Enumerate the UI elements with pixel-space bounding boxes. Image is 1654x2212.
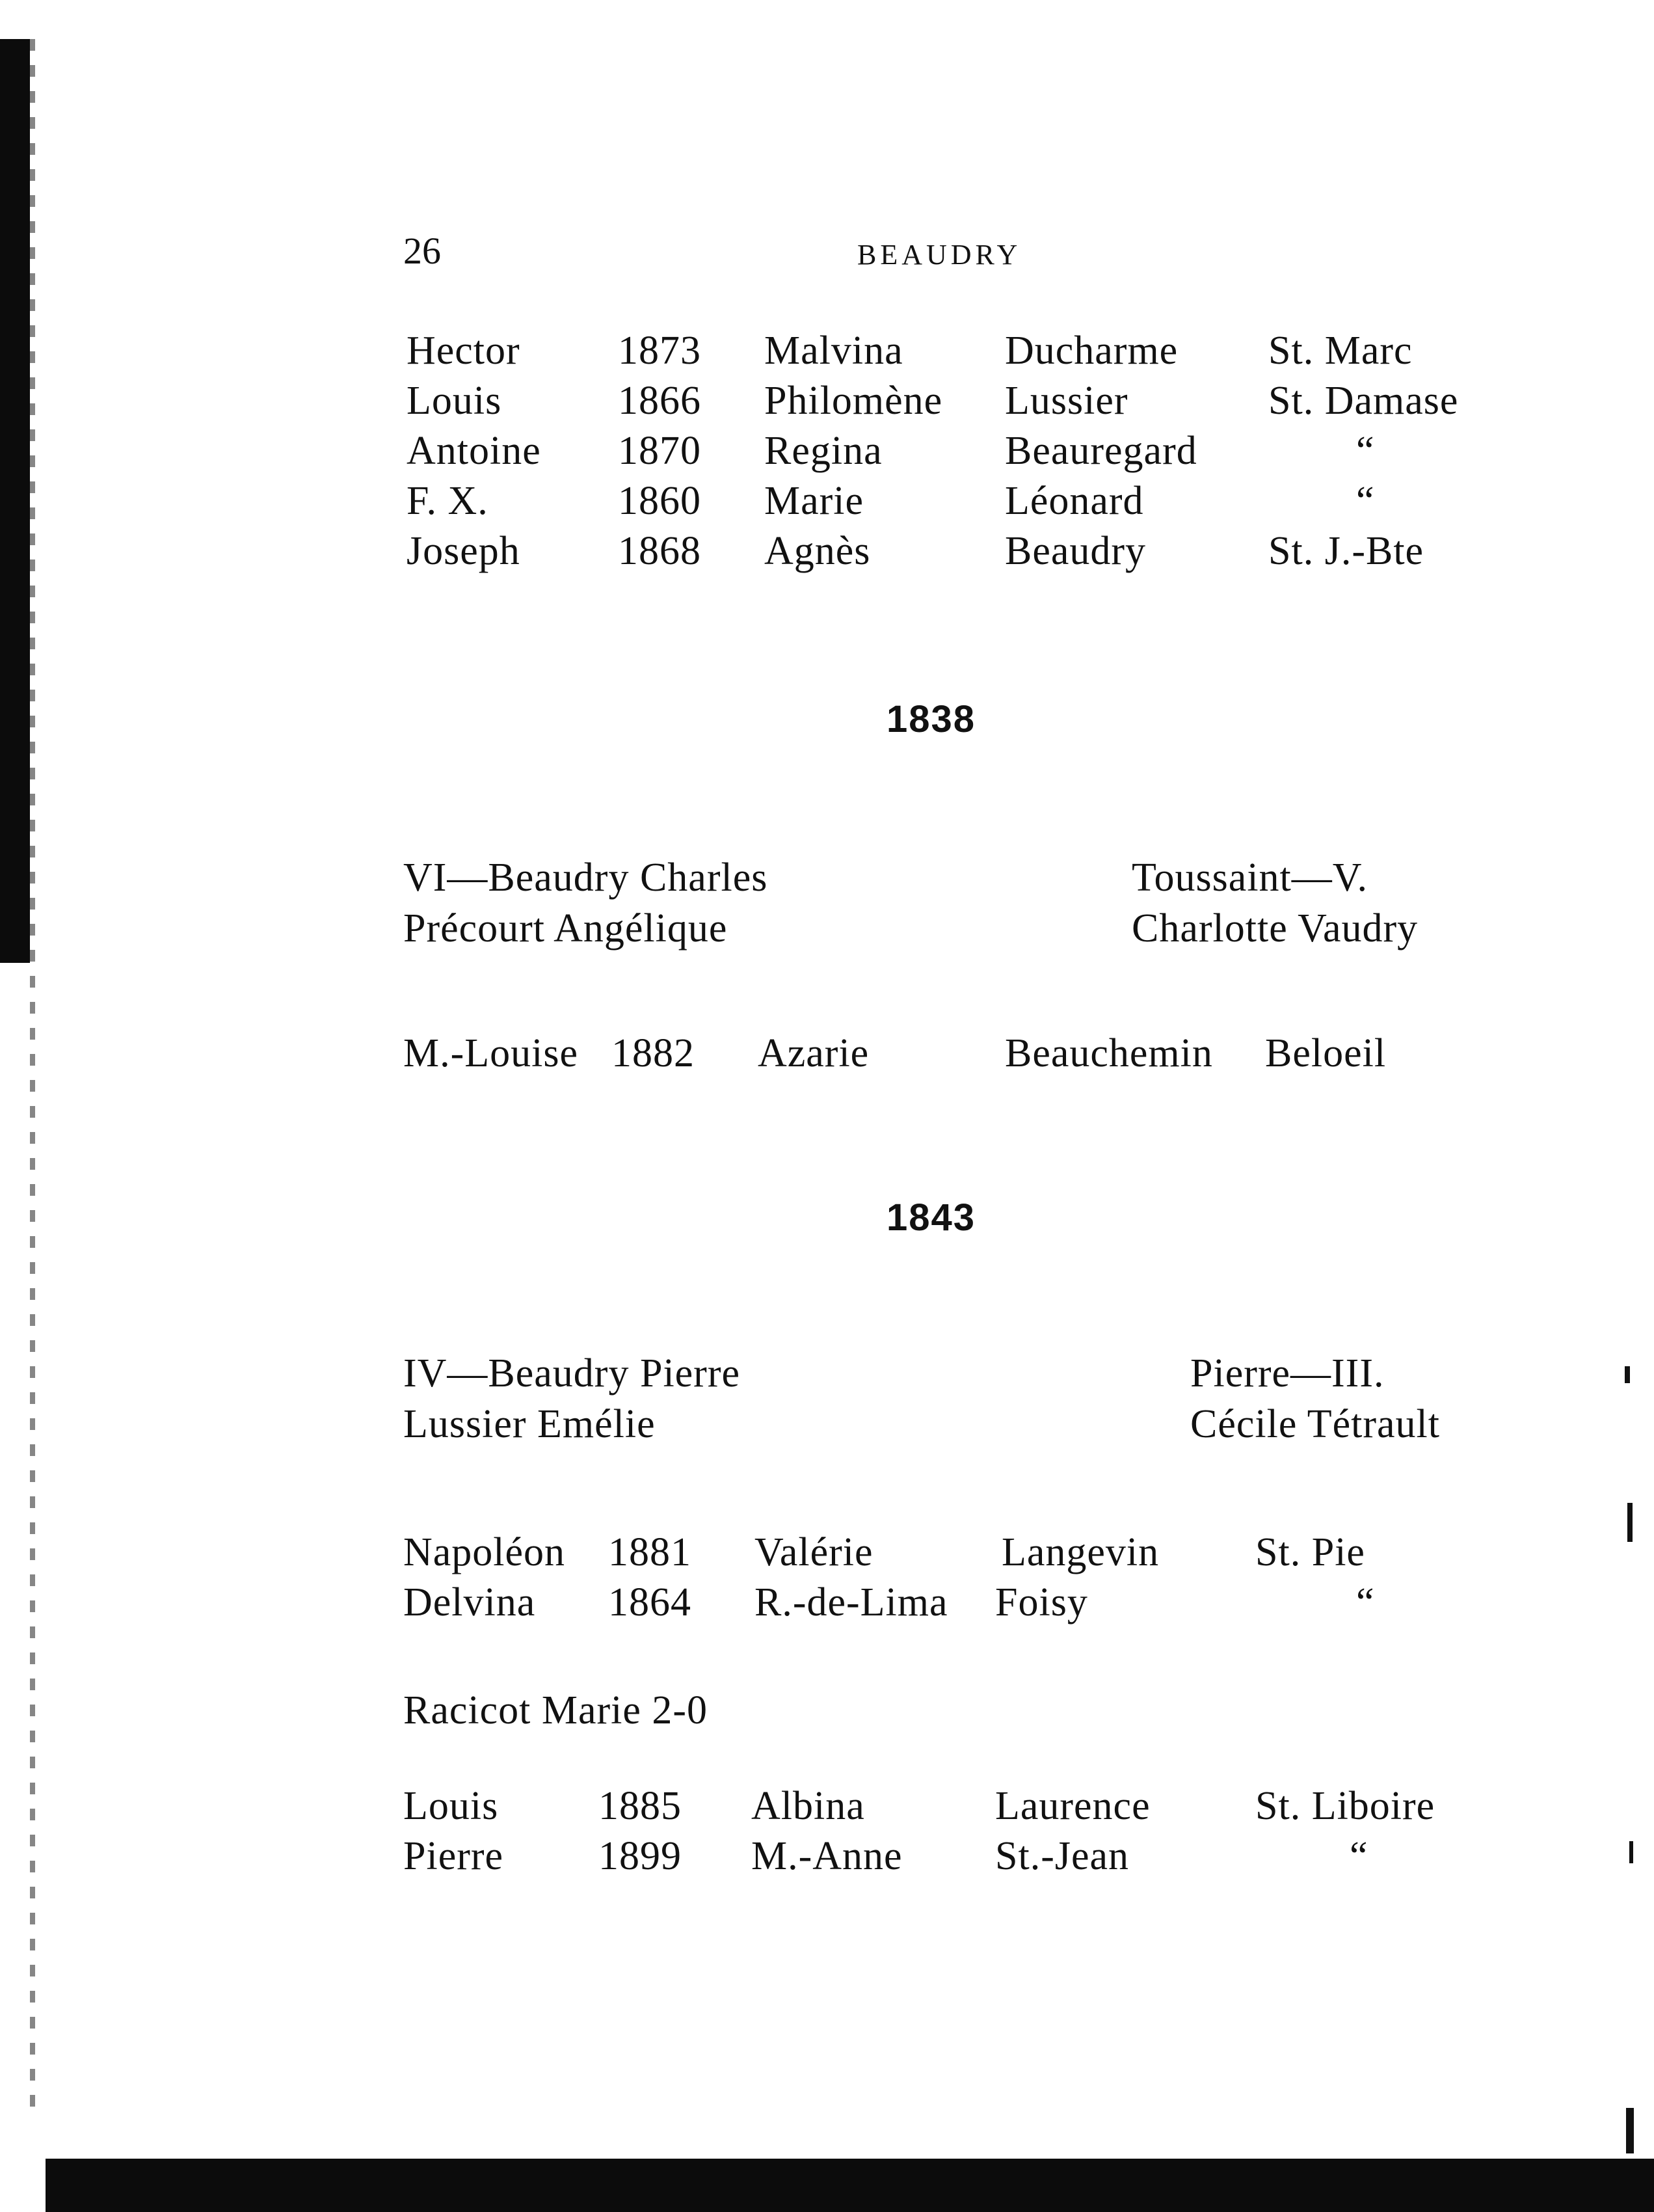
cell-year: 1881 [608,1530,691,1574]
cell-place: St. Pie [1255,1530,1365,1574]
cell-year: 1868 [618,529,701,573]
page-number: 26 [403,230,441,272]
cell-place: St. Marc [1268,329,1413,373]
cell-surname: St.-Jean [995,1834,1130,1878]
cell-spouse: Philomène [764,379,943,423]
husband-parents-1838: Toussaint—V. [1132,856,1368,900]
scan-mark [1626,2108,1634,2153]
cell-surname: Ducharme [1005,329,1179,373]
wife-parents-1838: Charlotte Vaudry [1132,906,1419,951]
cell-spouse: Agnès [764,529,871,573]
cell-name: Hector [407,329,520,373]
cell-surname: Langevin [1002,1530,1160,1574]
cell-spouse: Malvina [764,329,903,373]
running-title: BEAUDRY [857,239,1022,271]
cell-name: Delvina [403,1580,536,1625]
cell-year: 1885 [598,1784,682,1828]
cell-year: 1870 [618,429,701,473]
husband-1838: VI—Beaudry Charles [403,856,768,900]
cell-name: Antoine [407,429,541,473]
cell-name: F. X. [407,479,488,523]
scan-mark [1629,1841,1633,1863]
cell-place: Beloeil [1265,1031,1387,1075]
scan-edge-bottom [46,2159,1654,2212]
cell-surname: Beauregard [1005,429,1197,473]
cell-place: St. Damase [1268,379,1459,423]
wife-parents-1843: Cécile Tétrault [1190,1402,1440,1446]
section-year-1843: 1843 [887,1196,976,1239]
second-marriage: Racicot Marie 2-0 [403,1688,708,1733]
cell-year: 1866 [618,379,701,423]
cell-place-ditto: “ [1350,1834,1368,1878]
wife-1838: Précourt Angélique [403,906,728,951]
wife-1843: Lussier Emélie [403,1402,656,1446]
cell-name: Pierre [403,1834,504,1878]
cell-place-ditto: “ [1356,1580,1375,1625]
cell-year: 1882 [611,1031,695,1075]
cell-year: 1860 [618,479,701,523]
husband-1843: IV—Beaudry Pierre [403,1351,740,1396]
cell-spouse: Azarie [758,1031,870,1075]
cell-surname: Laurence [995,1784,1151,1828]
husband-parents-1843: Pierre—III. [1190,1351,1385,1396]
cell-name: Louis [403,1784,499,1828]
cell-surname: Beauchemin [1005,1031,1213,1075]
cell-place: St. J.-Bte [1268,529,1424,573]
cell-surname: Lussier [1005,379,1128,423]
cell-place-ditto: “ [1356,429,1375,473]
scan-mark [1625,1366,1630,1383]
cell-spouse: Valérie [754,1530,874,1574]
cell-name: Napoléon [403,1530,566,1574]
cell-place-ditto: “ [1356,479,1375,523]
section-year-1838: 1838 [887,698,976,740]
cell-place: St. Liboire [1255,1784,1435,1828]
cell-spouse: Regina [764,429,883,473]
cell-spouse: Marie [764,479,864,523]
cell-surname: Foisy [995,1580,1088,1625]
cell-surname: Léonard [1005,479,1144,523]
cell-year: 1873 [618,329,701,373]
scan-edge-left-dots [30,39,35,2121]
scan-edge-left [0,39,30,963]
cell-spouse: R.-de-Lima [754,1580,948,1625]
cell-name: Joseph [407,529,520,573]
cell-surname: Beaudry [1005,529,1147,573]
cell-year: 1864 [608,1580,691,1625]
cell-name: M.-Louise [403,1031,579,1075]
scan-mark [1627,1503,1633,1542]
cell-name: Louis [407,379,502,423]
cell-spouse: M.-Anne [751,1834,903,1878]
cell-year: 1899 [598,1834,682,1878]
cell-spouse: Albina [751,1784,865,1828]
